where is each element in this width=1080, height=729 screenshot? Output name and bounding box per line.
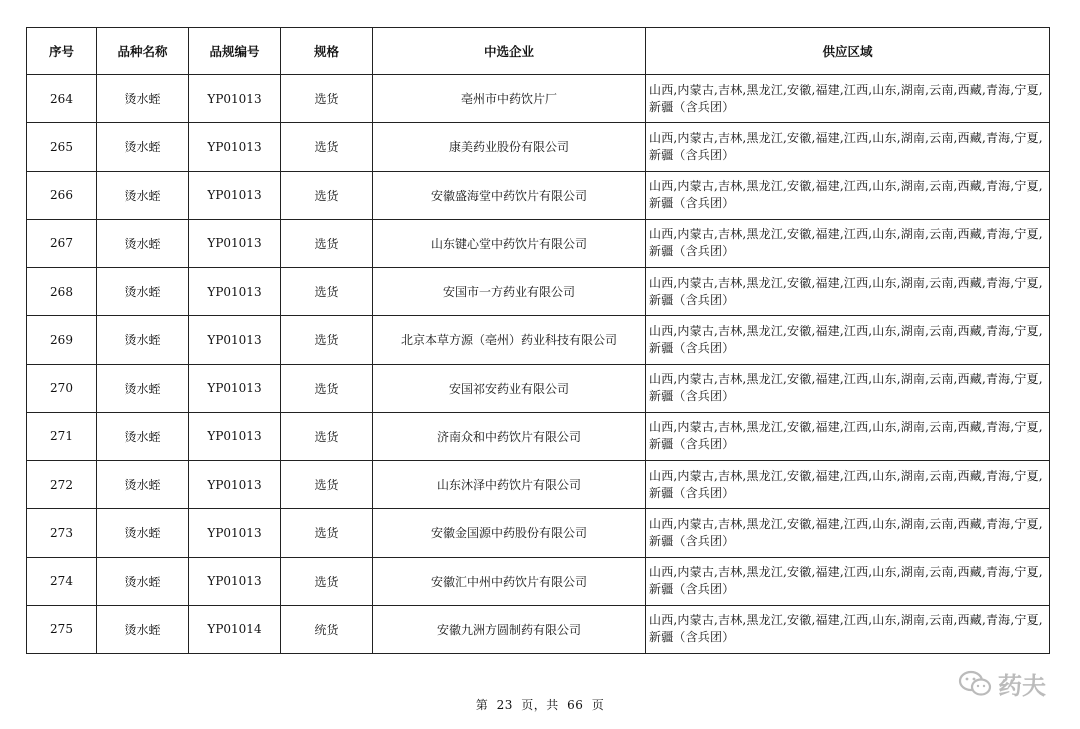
cell-code: YP01013 bbox=[189, 123, 281, 171]
footer-suffix: 页 bbox=[591, 698, 605, 712]
page-footer bbox=[0, 696, 1080, 713]
table-row bbox=[27, 171, 1050, 219]
table-row bbox=[27, 557, 1050, 605]
cell-name: 烫水蛭 bbox=[97, 123, 189, 171]
cell-company: 安徽盛海堂中药饮片有限公司 bbox=[373, 171, 646, 219]
cell-region: 山西,内蒙古,吉林,黑龙江,安徽,福建,江西,山东,湖南,云南,西藏,青海,宁夏,新疆（含兵团） bbox=[646, 75, 1050, 123]
cell-code: YP01013 bbox=[189, 412, 281, 460]
cell-company: 山东沐泽中药饮片有限公司 bbox=[373, 461, 646, 509]
cell-spec: 选货 bbox=[281, 557, 373, 605]
cell-spec: 选货 bbox=[281, 171, 373, 219]
cell-spec: 选货 bbox=[281, 219, 373, 267]
cell-spec: 统货 bbox=[281, 605, 373, 653]
cell-spec: 选货 bbox=[281, 123, 373, 171]
header-spec: 规格 bbox=[281, 28, 373, 75]
cell-no: 268 bbox=[27, 268, 97, 316]
cell-region: 山西,内蒙古,吉林,黑龙江,安徽,福建,江西,山东,湖南,云南,西藏,青海,宁夏,新疆（含兵团） bbox=[646, 364, 1050, 412]
header-variety-name: 品种名称 bbox=[97, 28, 189, 75]
cell-region: 山西,内蒙古,吉林,黑龙江,安徽,福建,江西,山东,湖南,云南,西藏,青海,宁夏,新疆（含兵团） bbox=[646, 461, 1050, 509]
table-row bbox=[27, 412, 1050, 460]
cell-region: 山西,内蒙古,吉林,黑龙江,安徽,福建,江西,山东,湖南,云南,西藏,青海,宁夏,新疆（含兵团） bbox=[646, 123, 1050, 171]
table-row bbox=[27, 605, 1050, 653]
cell-code: YP01013 bbox=[189, 509, 281, 557]
cell-company: 康美药业股份有限公司 bbox=[373, 123, 646, 171]
cell-region: 山西,内蒙古,吉林,黑龙江,安徽,福建,江西,山东,湖南,云南,西藏,青海,宁夏,新疆（含兵团） bbox=[646, 219, 1050, 267]
table-header-row bbox=[27, 28, 1050, 75]
header-no: 序号 bbox=[27, 28, 97, 75]
cell-spec: 选货 bbox=[281, 316, 373, 364]
cell-region: 山西,内蒙古,吉林,黑龙江,安徽,福建,江西,山东,湖南,云南,西藏,青海,宁夏,新疆（含兵团） bbox=[646, 509, 1050, 557]
cell-name: 烫水蛭 bbox=[97, 557, 189, 605]
cell-code: YP01013 bbox=[189, 219, 281, 267]
table-row bbox=[27, 364, 1050, 412]
cell-spec: 选货 bbox=[281, 412, 373, 460]
cell-code: YP01013 bbox=[189, 364, 281, 412]
cell-name: 烫水蛭 bbox=[97, 364, 189, 412]
cell-region: 山西,内蒙古,吉林,黑龙江,安徽,福建,江西,山东,湖南,云南,西藏,青海,宁夏,新疆（含兵团） bbox=[646, 412, 1050, 460]
cell-no: 272 bbox=[27, 461, 97, 509]
cell-name: 烫水蛭 bbox=[97, 461, 189, 509]
table-row bbox=[27, 509, 1050, 557]
cell-no: 275 bbox=[27, 605, 97, 653]
cell-no: 269 bbox=[27, 316, 97, 364]
cell-name: 烫水蛭 bbox=[97, 219, 189, 267]
cell-region: 山西,内蒙古,吉林,黑龙江,安徽,福建,江西,山东,湖南,云南,西藏,青海,宁夏,新疆（含兵团） bbox=[646, 557, 1050, 605]
cell-no: 274 bbox=[27, 557, 97, 605]
cell-spec: 选货 bbox=[281, 75, 373, 123]
cell-spec: 选货 bbox=[281, 268, 373, 316]
cell-company: 安徽金国源中药股份有限公司 bbox=[373, 509, 646, 557]
cell-no: 271 bbox=[27, 412, 97, 460]
footer-middle: 页，共 bbox=[521, 698, 559, 712]
table-row bbox=[27, 268, 1050, 316]
footer-total-pages: 66 bbox=[567, 698, 584, 712]
table-row bbox=[27, 316, 1050, 364]
cell-region: 山西,内蒙古,吉林,黑龙江,安徽,福建,江西,山东,湖南,云南,西藏,青海,宁夏,新疆（含兵团） bbox=[646, 268, 1050, 316]
footer-prefix: 第 bbox=[475, 698, 489, 712]
cell-region: 山西,内蒙古,吉林,黑龙江,安徽,福建,江西,山东,湖南,云南,西藏,青海,宁夏,新疆（含兵团） bbox=[646, 171, 1050, 219]
cell-name: 烫水蛭 bbox=[97, 75, 189, 123]
cell-code: YP01013 bbox=[189, 461, 281, 509]
cell-code: YP01013 bbox=[189, 75, 281, 123]
cell-name: 烫水蛭 bbox=[97, 412, 189, 460]
cell-company: 亳州市中药饮片厂 bbox=[373, 75, 646, 123]
table-row bbox=[27, 75, 1050, 123]
header-company: 中选企业 bbox=[373, 28, 646, 75]
cell-no: 265 bbox=[27, 123, 97, 171]
cell-code: YP01013 bbox=[189, 316, 281, 364]
table-row bbox=[27, 461, 1050, 509]
cell-name: 烫水蛭 bbox=[97, 268, 189, 316]
cell-name: 烫水蛭 bbox=[97, 171, 189, 219]
table-row bbox=[27, 123, 1050, 171]
cell-company: 山东键心堂中药饮片有限公司 bbox=[373, 219, 646, 267]
header-spec-code: 品规编号 bbox=[189, 28, 281, 75]
cell-name: 烫水蛭 bbox=[97, 509, 189, 557]
cell-spec: 选货 bbox=[281, 509, 373, 557]
table-row bbox=[27, 219, 1050, 267]
cell-name: 烫水蛭 bbox=[97, 605, 189, 653]
wechat-icon bbox=[958, 670, 992, 698]
cell-company: 安徽九洲方圆制药有限公司 bbox=[373, 605, 646, 653]
cell-company: 济南众和中药饮片有限公司 bbox=[373, 412, 646, 460]
cell-code: YP01013 bbox=[189, 268, 281, 316]
cell-code: YP01014 bbox=[189, 605, 281, 653]
procurement-table bbox=[26, 27, 1050, 654]
cell-spec: 选货 bbox=[281, 364, 373, 412]
cell-no: 267 bbox=[27, 219, 97, 267]
watermark bbox=[958, 666, 1046, 701]
cell-company: 安国市一方药业有限公司 bbox=[373, 268, 646, 316]
cell-code: YP01013 bbox=[189, 557, 281, 605]
cell-company: 安国祁安药业有限公司 bbox=[373, 364, 646, 412]
cell-no: 266 bbox=[27, 171, 97, 219]
footer-page-number: 23 bbox=[496, 698, 513, 712]
cell-no: 264 bbox=[27, 75, 97, 123]
cell-no: 273 bbox=[27, 509, 97, 557]
cell-code: YP01013 bbox=[189, 171, 281, 219]
cell-spec: 选货 bbox=[281, 461, 373, 509]
cell-region: 山西,内蒙古,吉林,黑龙江,安徽,福建,江西,山东,湖南,云南,西藏,青海,宁夏,新疆（含兵团） bbox=[646, 605, 1050, 653]
cell-company: 北京本草方源（亳州）药业科技有限公司 bbox=[373, 316, 646, 364]
cell-company: 安徽汇中州中药饮片有限公司 bbox=[373, 557, 646, 605]
watermark-text: 药夫 bbox=[998, 672, 1046, 700]
cell-no: 270 bbox=[27, 364, 97, 412]
cell-region: 山西,内蒙古,吉林,黑龙江,安徽,福建,江西,山东,湖南,云南,西藏,青海,宁夏,新疆（含兵团） bbox=[646, 316, 1050, 364]
header-supply-region: 供应区域 bbox=[646, 28, 1050, 75]
cell-name: 烫水蛭 bbox=[97, 316, 189, 364]
